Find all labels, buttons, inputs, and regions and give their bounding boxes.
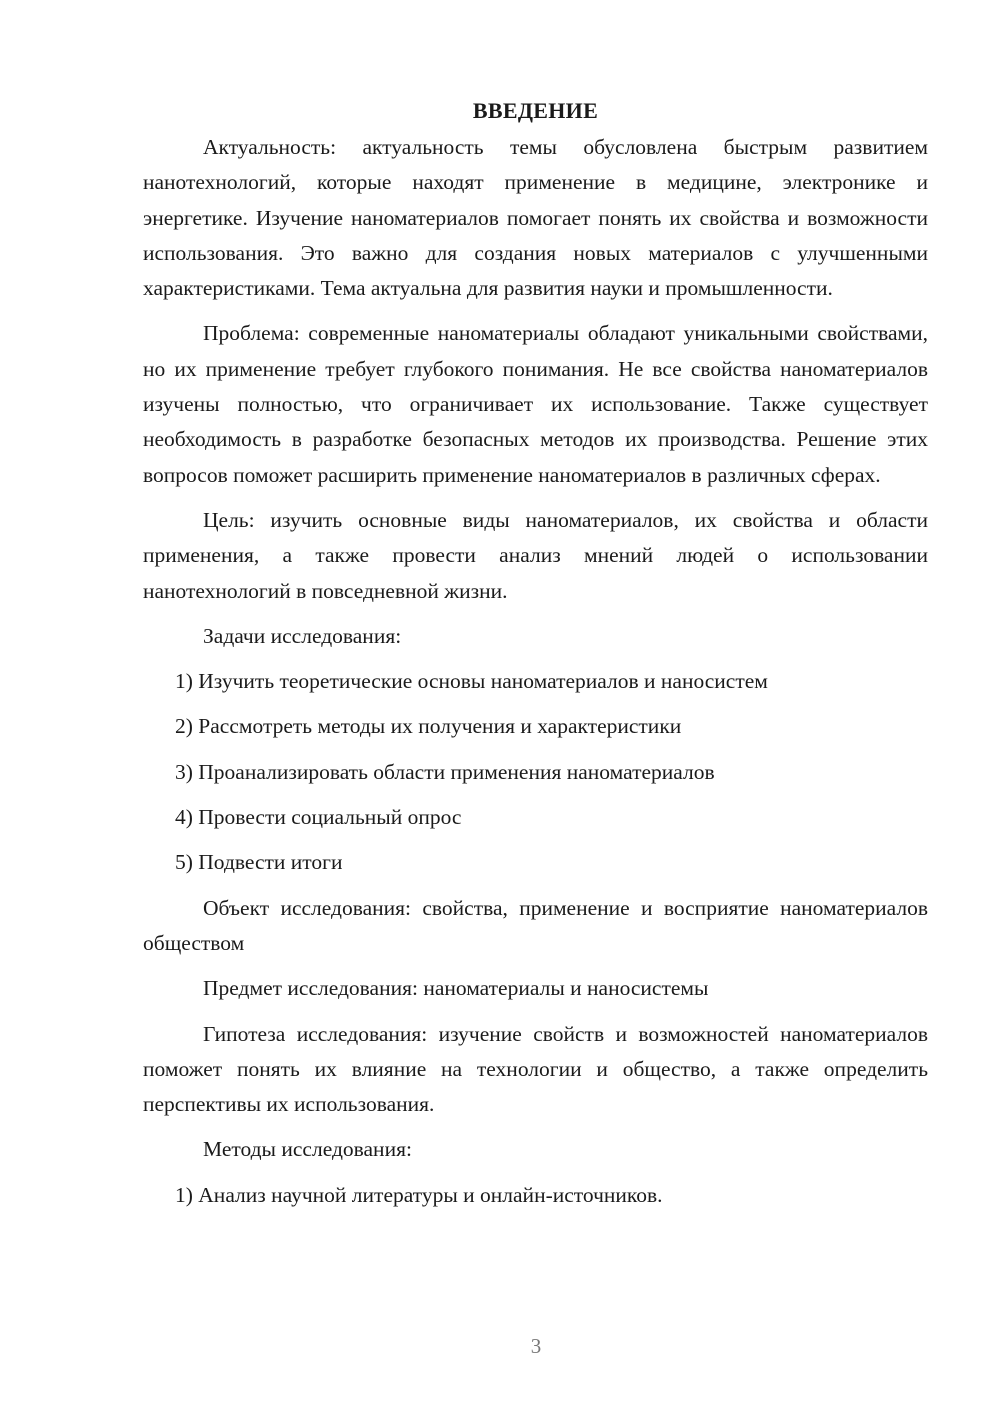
task-item-1: 1) Изучить теоретические основы наноматериалов и наносистем (175, 669, 768, 694)
goal-paragraph: Цель: изучить основные виды наноматериалов, их свойства и области применения, а также провести анализ мнений людей о использовании нанотехнологий в повседневной жизни. (143, 507, 928, 603)
problem-paragraph: Проблема: современные наноматериалы обладают уникальными свойствами, но их применение требует глубокого понимания. Не все свойства наноматериалов изучены полностью, что ограничивает их использование. Также существует необходимость в разработке безопасных методов их производства. Решение этих вопросов поможет расширить применение наноматериалов в различных сферах. (143, 321, 928, 487)
subject-paragraph: Предмет исследования: наноматериалы и наносистемы (203, 976, 709, 1001)
document-page (143, 96, 928, 1223)
task-item-2: 2) Рассмотреть методы их получения и характеристики (175, 714, 682, 739)
task-item-3: 3) Проанализировать области применения наноматериалов (175, 759, 715, 784)
task-item-4: 4) Провести социальный опрос (175, 805, 462, 830)
hypothesis-paragraph: Гипотеза исследования: изучение свойств и возможностей наноматериалов поможет понять их влияние на технологии и общество, а также определить перспективы их использования. (143, 1021, 928, 1117)
object-paragraph: Объект исследования: свойства, применение и восприятие наноматериалов обществом (143, 895, 928, 955)
relevance-paragraph: Актуальность: актуальность темы обусловлена быстрым развитием нанотехнологий, которые находят применение в медицине, электронике и энергетике. Изучение наноматериалов помогает понять их свойства и возможности использования. Это важно для создания новых материалов с улучшенными характеристиками. Тема актуальна для развития науки и промышленности. (143, 135, 928, 301)
method-item-1: 1) Анализ научной литературы и онлайн-источников. (175, 1182, 663, 1207)
page-number: 3 (530, 1334, 542, 1358)
task-item-5: 5) Подвести итоги (175, 850, 343, 875)
tasks-title: Задачи исследования: (203, 623, 402, 648)
section-heading: ВВЕДЕНИЕ (472, 98, 599, 123)
methods-title: Методы исследования: (203, 1137, 412, 1162)
